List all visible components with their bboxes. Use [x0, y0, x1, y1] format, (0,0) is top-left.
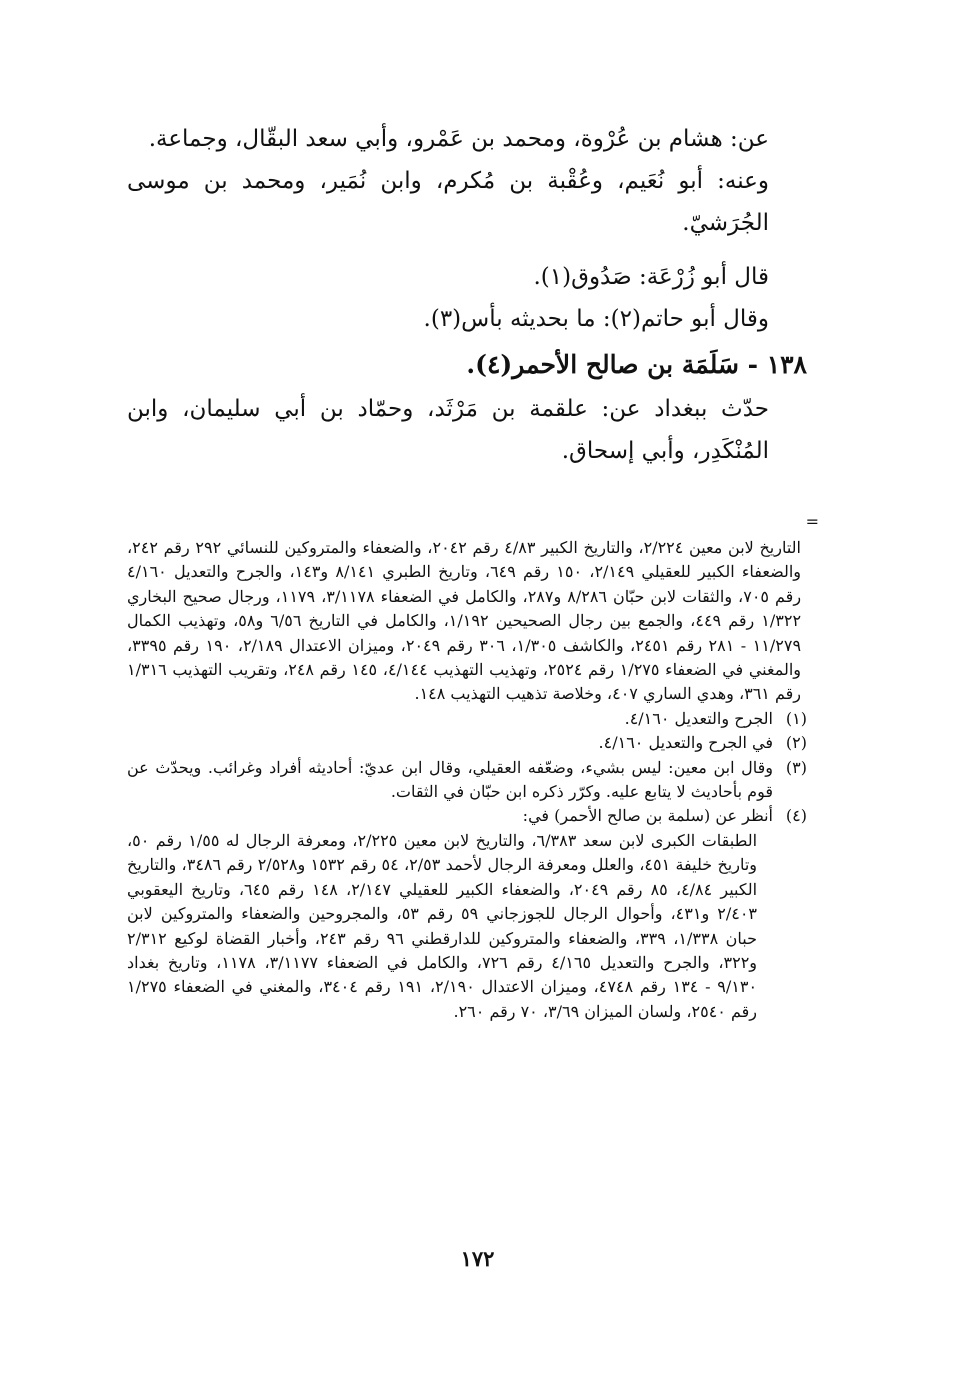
spacer [127, 244, 807, 256]
abu-zura-quote: قال أبو زُرْعَة: صَدُوق(١). [533, 264, 769, 290]
narration-paragraph: حدّث ببغداد عن: علقمة بن مَرْثَد، وحمّاد بن أبي سليمان، وابن المُنْكَدِر، وأبي إسحاق. [127, 396, 769, 464]
main-text [127, 118, 807, 472]
footnote-2 [127, 731, 807, 755]
footnote-text: أنظر عن (سلمة بن صالح الأحمر) في: [522, 806, 773, 826]
footnote-text: في الجرح والتعديل ٤/١٦٠. [598, 733, 773, 753]
abu-hatim-quote: وقال أبو حاتم(٢): ما بحديثه بأس(٣). [423, 306, 769, 332]
footnote-continuation: التاريخ لابن معين ٢/٢٢٤، والتاريخ الكبير ٤/٨٣ رقم ٢٠٤٢، والضعفاء والمتروكين للنسائي ٢٩٢ رقم ٢٤٢، والضعفاء الكبير للعقيلي ٢/١٤٩، ١٥٠ رقم ٦٤٩، وتاريخ الطبري ٨/١٤١ و١٤٣، والجرح والتعديل ٤/١٦٠ رقم ٧٠٥، والثقات لابن حبّان ٨/٢٨٦ و٢٨٧، والكامل في الضعفاء ٣/١١٧٨، ١١٧٩، ورجال صحيح البخاري ١/٣٢٢ رقم ٤٤٩، والجمع بين رجال الصحيحين ١/١٩٢، والكامل في التاريخ ٦/٥٦ و٥٨، وتهذيب الكمال ١١/٢٧٩ - ٢٨١ رقم ٢٤٥١، والكاشف ١/٣٠٥، ٣٠٦ رقم ٢٠٤٩، وميزان الاعتدال ٢/١٨٩، ١٩٠ رقم ٣٣٩٥، والمغني في الضعفاء ١/٢٧٥ رقم ٢٥٢٤، وتهذيب التهذيب ٤/١٤٤، ١٤٥ رقم ٢٤٨، وتقريب التهذيب ١/٣١٦ رقم ٣٦١، وهدي الساري ٤٠٧، وخلاصة تذهيب التهذيب ١٤٨. [127, 538, 802, 704]
footnote-number: (٢) [785, 733, 807, 753]
teachers-paragraph: عن: هشام بن عُرْوة، ومحمد بن عَمْرو، وأبي سعد البقّال، وجماعة. [148, 126, 769, 152]
entry-heading: ١٣٨ - سَلَمَة بن صالح الأحمر(٤). [466, 350, 807, 379]
footnote-4-sources: الطبقات الكبرى لابن سعد ٦/٣٨٣، والتاريخ لابن معين ٢/٢٢٥، ومعرفة الرجال له ١/٥٥ رقم ٥٠، وتاريخ خليفة ٤٥١، والعلل ومعرفة الرجال لأحمد ٢/٥٣، ٥٤ رقم ١٥٣٢ و٢/٥٢٨ رقم ٣٤٨٦، والتاريخ الكبير ٤/٨٤، ٨٥ رقم ٢٠٤٩، والضعفاء الكبير للعقيلي ٢/١٤٧، ١٤٨ رقم ٦٤٥، وتاريخ اليعقوبي ٢/٤٠٣ و٤٣١، وأحوال الرجال للجوزجاني ٥٩ رقم ٥٣، والمجروحين والضعفاء والمتروكين لابن حبان ١/٣٣٨، ٣٣٩، والضعفاء والمتروكين للدارقطني ٩٦ رقم ٢٤٣، وأخبار القضاة لوكيع ٢/٣١٢ و٣٢٢، والجرح والتعديل ٤/١٦٥ رقم ٧٢٦، والكامل في الضعفاء ٣/١١٧٧، ١١٧٨، وتاريخ بغداد ٩/١٣٠ - ١٣٤ رقم ٤٧٤٨، وميزان الاعتدال ٢/١٩٠، ١٩١ رقم ٣٤٠٤، والمغني في الضعفاء ١/٢٧٥ رقم ٢٥٤٠، ولسان الميزان ٣/٦٩، ٧٠ رقم ٢٦٠. [127, 830, 758, 1021]
footnote-text: الجرح والتعديل ٤/١٦٠. [624, 708, 773, 728]
footnote-number: (٤) [785, 806, 807, 826]
footnote-continuation-marker: = [805, 512, 819, 531]
footnote-4 [127, 804, 807, 828]
footnote-3 [127, 756, 807, 805]
footnote-number: (١) [785, 708, 807, 728]
footnotes [127, 536, 807, 1024]
students-paragraph: وعنه: أبو نُعَيم، وعُقْبة بن مُكرم، وابن نُمَير، ومحمد بن موسى الجُرَشيّ. [127, 168, 769, 236]
page-number: ١٧٢ [460, 1246, 495, 1271]
footnote-text: وقال ابن معين: ليس بشيء، وضعّفه العقيلي، وقال ابن عديّ: أحاديثه أفراد وغرائب. ويحدّث عن قوم بأحاديث لا يتابع عليه. وكرّر ذكره ابن حبّان في الثقات. [127, 757, 773, 802]
footnote-1 [127, 707, 807, 731]
footnote-number: (٣) [785, 757, 807, 777]
